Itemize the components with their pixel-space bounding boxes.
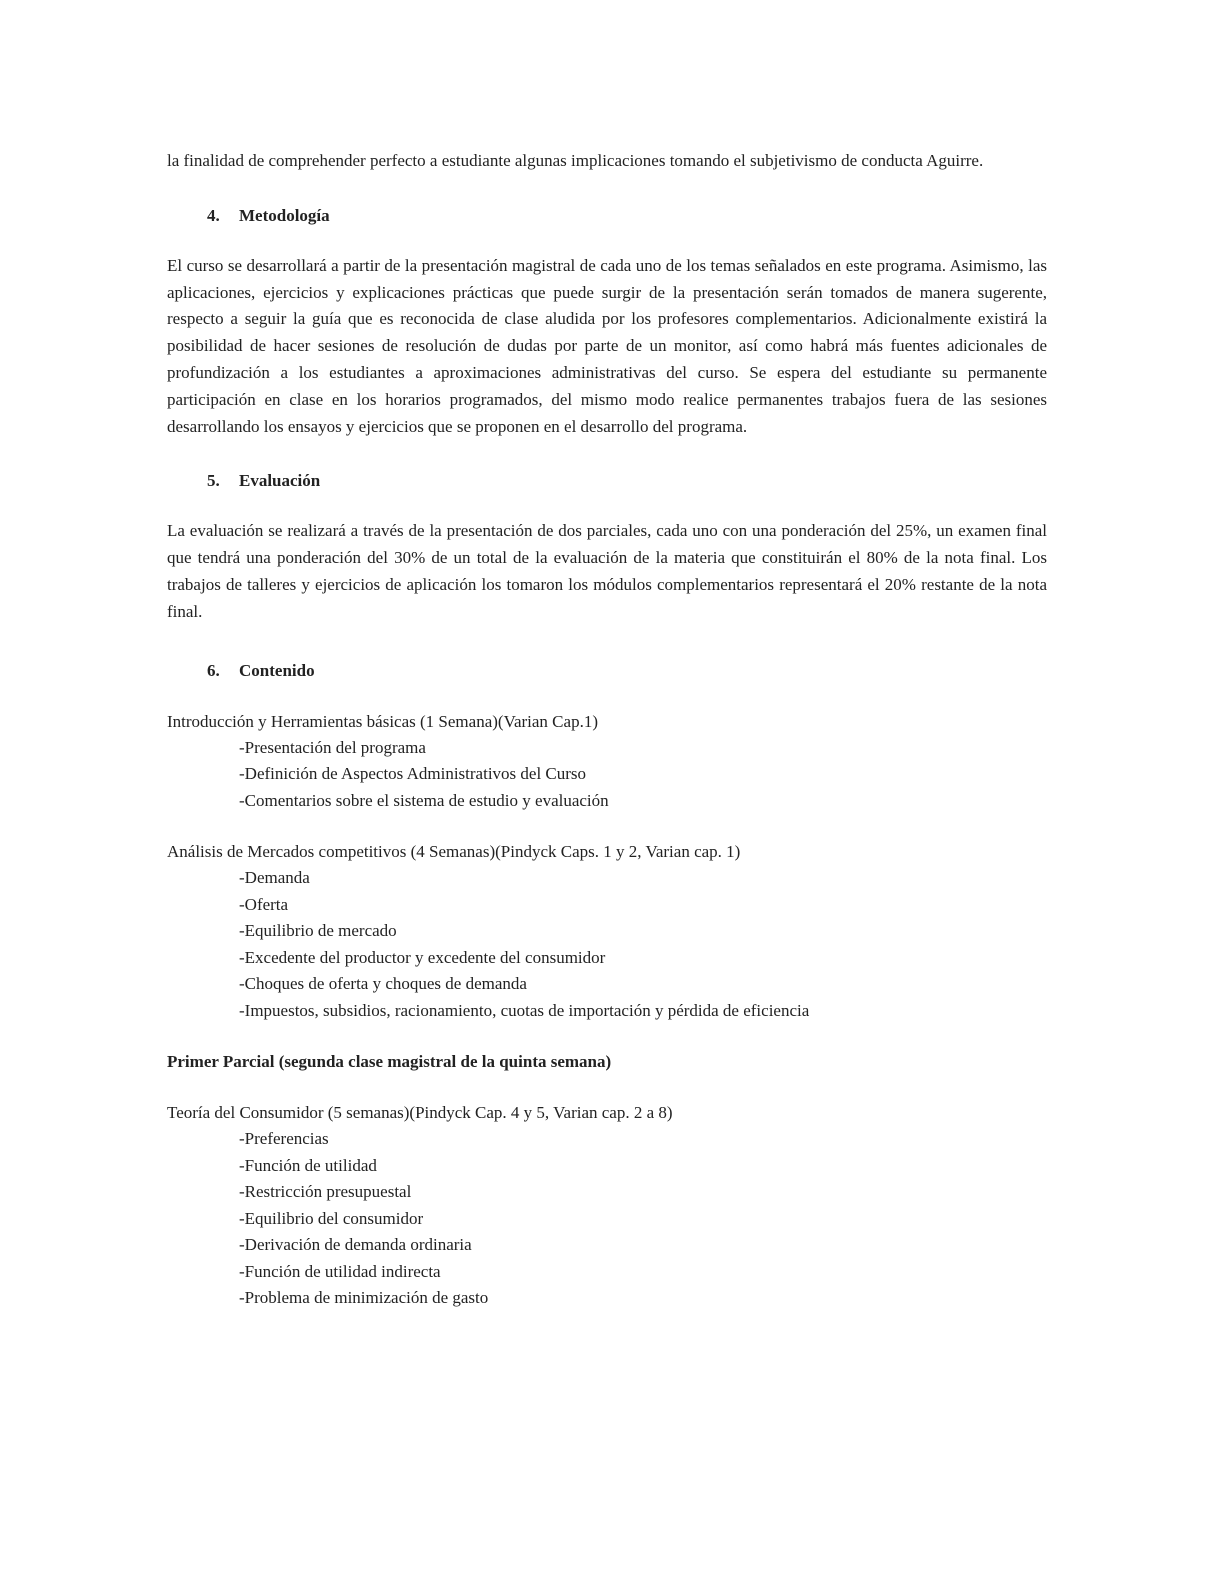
list-item: -Presentación del programa: [239, 737, 426, 757]
unit-items-consumer: [167, 1126, 1047, 1312]
list-item: -Equilibrio de mercado: [239, 921, 397, 941]
list-item: -Definición de Aspectos Administrativos del Curso: [239, 764, 587, 784]
list-item: -Oferta: [239, 894, 289, 914]
document-page: [167, 148, 1047, 1312]
list-item: -Derivación de demanda ordinaria: [239, 1235, 472, 1255]
unit-title-markets: Análisis de Mercados competitivos (4 Semanas)(Pindyck Caps. 1 y 2, Varian cap. 1): [167, 842, 741, 862]
section-number: 6.: [207, 660, 220, 680]
list-item: -Función de utilidad indirecta: [239, 1261, 441, 1281]
section-number: 5.: [207, 471, 220, 491]
list-item: -Equilibrio del consumidor: [239, 1208, 424, 1228]
section-heading-content: [167, 658, 1047, 684]
list-item: -Comentarios sobre el sistema de estudio y evaluación: [239, 790, 609, 810]
section-number: 4.: [207, 205, 220, 225]
methodology-paragraph: El curso se desarrollará a partir de la presentación magistral de cada uno de los temas señalados en este programa. Asimismo, las aplicaciones, ejercicios y explicaciones prácticas que puede surgir de la presentación serán tomados de manera sugerente, respecto a seguir la guía que es reconocida de clase aludida por los profesores complementarios. Adicionalmente existirá la posibilidad de hacer sesiones de resolución de dudas por parte de un monitor, así como habrá más fuentes adicionales de profundización a los estudiantes a aproximaciones administrativas del curso. Se espera del estudiante su permanente participación en clase en los horarios programados, del mismo modo realice permanentes trabajos fuera de las sesiones desarrollando los ensayos y ejercicios que se proponen en el desarrollo del programa.: [167, 255, 1047, 436]
unit-items-markets: [167, 865, 1047, 1024]
list-item: -Preferencias: [239, 1129, 329, 1149]
section-title: Contenido: [239, 660, 315, 680]
list-item: -Función de utilidad: [239, 1155, 377, 1175]
evaluation-paragraph: La evaluación se realizará a través de la presentación de dos parciales, cada uno con una ponderación del 25%, un examen final que tendrá una ponderación del 30% de un total de la evaluación de la materia que constituirán el 80% de la nota final. Los trabajos de talleres y ejercicios de aplicación los tomaron los módulos complementarios representará el 20% restante de la nota final.: [167, 521, 1047, 621]
list-item: -Problema de minimización de gasto: [239, 1288, 489, 1308]
section-heading-evaluation: [167, 468, 1047, 494]
section-title: Evaluación: [239, 471, 321, 491]
list-item: -Excedente del productor y excedente del consumidor: [239, 947, 606, 967]
list-item: -Demanda: [239, 868, 310, 888]
unit-items-intro: [167, 735, 1047, 815]
unit-title-intro: Introducción y Herramientas básicas (1 Semana)(Varian Cap.1): [167, 711, 598, 731]
unit-title-consumer: Teoría del Consumidor (5 semanas)(Pindyck Cap. 4 y 5, Varian cap. 2 a 8): [167, 1103, 673, 1123]
intro-paragraph: la finalidad de comprehender perfecto a estudiante algunas implicaciones tomando el subjetivismo de conducta Aguirre.: [167, 151, 984, 170]
list-item: -Choques de oferta y choques de demanda: [239, 974, 527, 994]
first-exam-line: Primer Parcial (segunda clase magistral de la quinta semana): [167, 1052, 612, 1072]
list-item: -Restricción presupuestal: [239, 1182, 412, 1202]
list-item: -Impuestos, subsidios, racionamiento, cuotas de importación y pérdida de eficiencia: [239, 1000, 810, 1020]
section-heading-methodology: [167, 203, 1047, 229]
section-title: Metodología: [239, 205, 330, 225]
